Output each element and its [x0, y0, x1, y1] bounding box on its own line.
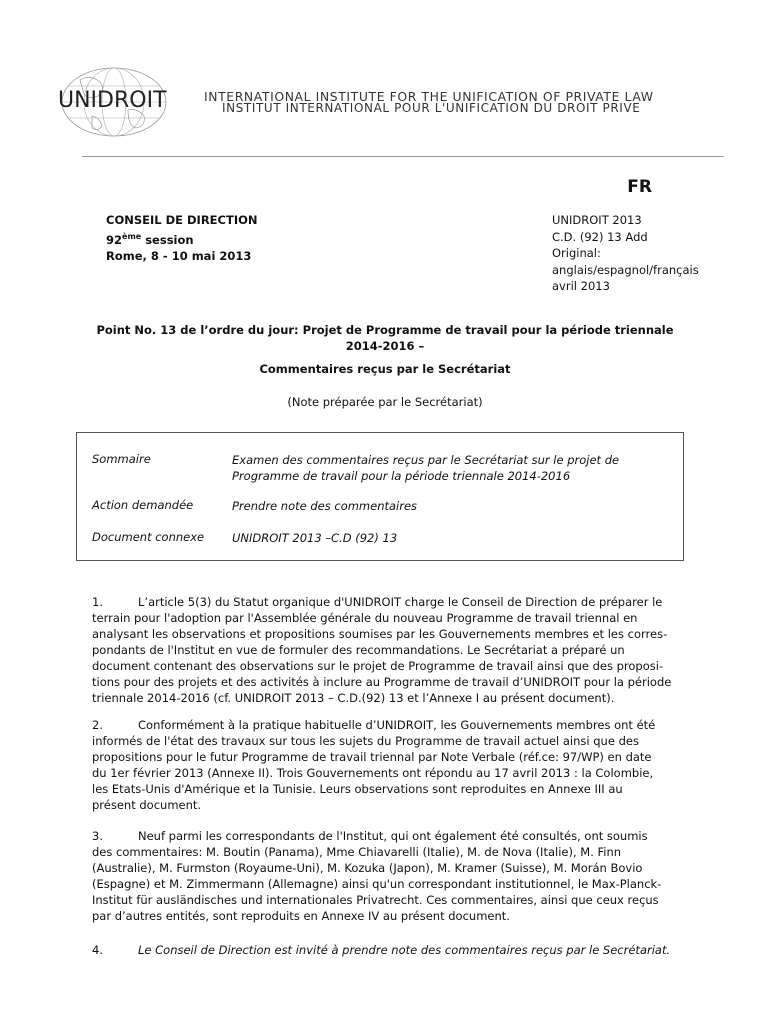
related-doc-label: Document connexe — [92, 530, 205, 544]
paragraph-3: 3. Neuf parmi les correspondants de l'Institut, qui ont également été consultés, ont soumis des commentaires: M. Boutin (Panama), Mme Chiavarelli (Italie), M. de Nova (Italie), M. Finn (Australie), M. Furmston (Royaume-Uni), M. Kozuka (Japon), M. Kramer (Suisse), M. Morán Bovio (Espagne) et M. Zimmermann (Allemagne) ainsi qu'un correspondant institutionnel, le Max-Planck- Institut für ausländisches und internationales Privatrecht. Ces commentaires, ainsi que ceux reçus par d’autres entités, sont reproduits en Annexe IV au présent document. — [92, 829, 662, 923]
agenda-title-line1: Point No. 13 de l’ordre du jour: Projet de Programme de travail pour la période triennale — [96, 323, 674, 337]
document-subtitle: Commentaires reçus par le Secrétariat — [259, 362, 511, 376]
summary-box — [76, 432, 684, 561]
document-note: (Note préparée par le Secrétariat) — [287, 395, 483, 409]
related-doc-value: UNIDROIT 2013 –C.D (92) 13 — [232, 531, 398, 545]
meeting-info — [106, 212, 258, 264]
meeting-place-date: Rome, 8 - 10 mai 2013 — [106, 248, 252, 263]
session-line: 92ème session — [106, 231, 194, 247]
institute-name-en: INTERNATIONAL INSTITUTE FOR THE UNIFICATION OF PRIVATE LAW — [204, 89, 654, 104]
summary-label: Sommaire — [92, 452, 151, 466]
paragraph-4: 4. Le Conseil de Direction est invité à prendre note des commentaires reçus par le Secrétariat. — [92, 943, 671, 957]
doc-original-label: Original: — [552, 246, 601, 260]
action-value: Prendre note des commentaires — [232, 499, 418, 513]
paragraph-2: 2. Conformément à la pratique habituelle d’UNIDROIT, les Gouvernements membres ont été informés de l'état des travaux sur tous les sujets du Programme de travail actuel ainsi que des propositions pour le futur Programme de travail triennal par Note Verbale (réf.ce: 97/WP) en date du 1er février 2013 (Annexe II). Trois Gouvernements ont répondu au 17 avril 2013 : la Colombie, les Etats-Unis d'Amérique et la Tunisie. Leurs observations sont reproduites en Annexe III au présent document. — [92, 718, 656, 812]
doc-date: avril 2013 — [552, 279, 610, 293]
logo-text: UNIDROIT — [58, 88, 167, 113]
paragraph-1: 1. L’article 5(3) du Statut organique d'UNIDROIT charge le Conseil de Direction de préparer le terrain pour l'adoption par l'Assemblée générale du nouveau Programme de travail triennal en analysant les observations et propositions soumises par les Gouvernements membres et les corres- pondants de l'Institut en vue de formuler des recommandations. Le Secrétariat a préparé un document contenant des observations sur le projet de Programme de travail ainsi que des proposi- tions pour des projets et des activités à inclure au Programme de travail d’UNIDROIT pour la période triennale 2014-2016 (cf. UNIDROIT 2013 – C.D.(92) 13 et l’Annexe I au présent document). — [92, 595, 672, 705]
doc-ref-line1: UNIDROIT 2013 — [552, 213, 642, 227]
summary-value: Examen des commentaires reçus par le Secrétariat sur le projet de Programme de travail pour la période triennale 2014-2016 — [232, 453, 620, 483]
institute-name-fr: INSTITUT INTERNATIONAL POUR L'UNIFICATION DU DROIT PRIVE — [222, 101, 641, 115]
language-code: FR — [627, 177, 652, 197]
doc-languages: anglais/espagnol/français — [552, 262, 699, 277]
header-divider — [82, 156, 724, 157]
doc-ref-line2: C.D. (92) 13 Add — [552, 229, 648, 244]
council-name: CONSEIL DE DIRECTION — [106, 213, 258, 227]
document-reference — [552, 212, 699, 295]
action-label: Action demandée — [92, 498, 194, 512]
agenda-title-line2: 2014-2016 – — [345, 339, 425, 353]
unidroit-logo — [52, 66, 192, 152]
